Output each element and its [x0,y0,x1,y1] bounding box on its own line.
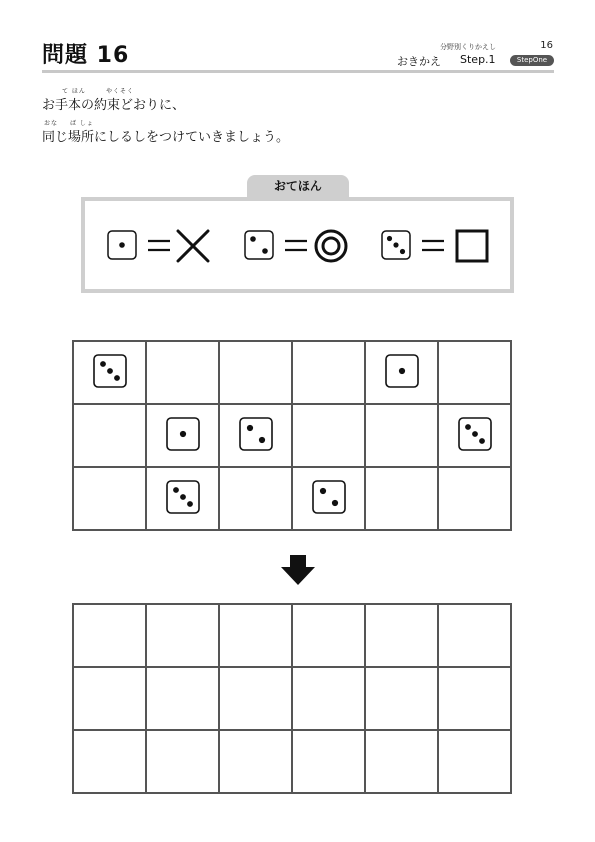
answer-grid [72,603,512,794]
die-pip [319,487,325,493]
page-title: 問題 16 [42,43,130,68]
die-pip [387,236,392,241]
die-two-icon [312,480,346,514]
die-pip [173,487,179,493]
answer-grid-cell[interactable] [292,604,365,667]
die-pip [100,361,106,367]
die-three-icon [166,480,200,514]
die-pip [187,501,193,507]
problem-grid-cell [438,404,511,467]
answer-grid-cell[interactable] [292,730,365,793]
answer-grid-cell[interactable] [146,730,219,793]
answer-grid-cell[interactable] [73,604,146,667]
answer-grid-cell[interactable] [365,604,438,667]
answer-grid-cell[interactable] [438,667,511,730]
die-three-icon [93,354,127,388]
die-pip [331,499,337,505]
instruction-line-2: 同じ場所にしるしをつけていきましょう。 [42,130,290,145]
cross-icon [178,231,208,261]
instruction-line-1: お手本の約束どおりに、 [42,98,186,113]
problem-grid-cell [146,404,219,467]
answer-grid-cell[interactable] [219,604,292,667]
answer-grid-cell[interactable] [219,730,292,793]
furigana-basho: ば しょ [70,120,94,127]
furigana-onaji: おな [44,120,59,127]
problem-grid-cell [219,404,292,467]
die-one-icon [385,354,419,388]
answer-grid-cell[interactable] [73,667,146,730]
problem-grid-cell [292,341,365,404]
problem-grid-cell [73,467,146,530]
answer-grid-cell[interactable] [219,667,292,730]
key-rule-2 [245,231,346,261]
key-box [81,197,514,293]
answer-grid-cell[interactable] [73,730,146,793]
problem-grid-cell [438,341,511,404]
step-one-badge: StepOne [510,55,554,66]
key-rule-1 [108,231,208,261]
die-pip [180,494,186,500]
square-icon [457,231,487,261]
die-one-icon [166,417,200,451]
die-three-icon [458,417,492,451]
step-label: Step.1 [460,53,496,66]
page-number: 16 [540,40,553,51]
die-pip [179,430,185,436]
problem-grid-cell [73,404,146,467]
answer-grid-cell[interactable] [146,667,219,730]
key-rules [85,201,510,289]
problem-grid-row [73,404,511,467]
answer-grid-cell[interactable] [365,730,438,793]
die-pip [400,249,405,254]
problem-grid-cell [73,341,146,404]
key-label: おてほん [247,175,349,197]
problem-grid-cell [292,467,365,530]
answer-grid-cell[interactable] [292,667,365,730]
answer-grid-cell[interactable] [438,730,511,793]
problem-grid-row [73,341,511,404]
problem-grid-cell [219,467,292,530]
die-pip [262,248,268,254]
series-label: 分野別くりかえし [440,43,496,51]
answer-grid-row [73,604,511,667]
die-pip [246,424,252,430]
answer-grid-cell[interactable] [438,604,511,667]
problem-grid [72,340,512,531]
die-pip [119,242,125,248]
furigana-yakusoku: やくそく [106,88,135,95]
down-arrow-icon [281,555,315,585]
answer-grid-cell[interactable] [365,667,438,730]
problem-grid-cell [365,341,438,404]
answer-grid-cell[interactable] [146,604,219,667]
problem-grid-cell [365,404,438,467]
problem-grid-cell [146,467,219,530]
die-pip [107,368,113,374]
die-pip [472,431,478,437]
die-pip [398,367,404,373]
problem-grid-cell [365,467,438,530]
double-circle-inner [323,238,339,254]
problem-grid-cell [146,341,219,404]
die-pip [465,424,471,430]
problem-grid-row [73,467,511,530]
key-rule-3 [382,231,487,261]
problem-grid-cell [438,467,511,530]
die-two-icon [239,417,273,451]
die-pip [114,375,120,381]
header-rule [42,70,554,73]
answer-grid-row [73,667,511,730]
die-pip [479,438,485,444]
die-pip [258,436,264,442]
die-two-icon [245,231,273,259]
double-circle-icon [316,231,346,261]
die-pip [393,242,398,247]
topic-label: おきかえ [397,55,441,68]
problem-grid-cell [292,404,365,467]
answer-grid-row [73,730,511,793]
furigana-tehon: て ほん [62,88,86,95]
die-pip [250,236,256,242]
problem-grid-cell [219,341,292,404]
